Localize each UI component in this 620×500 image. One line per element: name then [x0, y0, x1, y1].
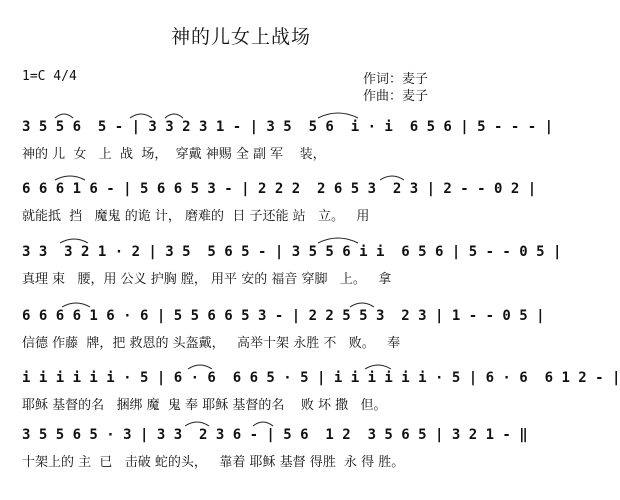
note-line: i i i i i i · 5 | 6 · 6 6 6 5 · 5 | i i i i i i · 5 | 6 · 6 6 1 2 - |: [22, 370, 620, 386]
lyric-line: 神的 儿 女 上 战 场， 穿戴 神赐 全 副 军 装，: [22, 147, 326, 162]
lyric-line: 真理 束 腰，用 公义 护胸 膛， 用平 安的 福音 穿脚 上。 拿: [22, 272, 392, 287]
lyric-line: 信德 作藤 牌，把 救恩的 头盔戴， 高举十架 永胜 不 败。 奉: [22, 336, 401, 351]
lyric-line: 耶稣 基督的名 捆绑 魔 鬼 奉 耶稣 基督的名 败 坏 撒 但。: [22, 398, 387, 413]
song-title: 神的儿女上战场: [170, 26, 311, 48]
note-line: 3 5 5 6 5 - | 3 3 2 3 1 - | 3 5 5 6 i · i 6 5 6 | 5 - - - |: [22, 119, 554, 135]
note-line: 6 6 6 6 1 6 · 6 | 5 5 6 6 5 3 - | 2 2 5 5 3 2 3 | 1 - - 0 5 |: [22, 308, 545, 324]
key-signature: 1=C 4/4: [22, 69, 77, 84]
composer-credit: 作曲：麦子: [363, 89, 429, 104]
lyric-line: 就能抵 挡 魔鬼 的诡 计， 磨难的 日 子还能 站 立。 用: [22, 209, 370, 224]
note-line: 3 5 5 6 5 · 3 | 3 3 2 3 6 - | 5 6 1 2 3 5 6 5 | 3 2 1 - ‖: [22, 427, 528, 443]
lyric-line: 十架上的 主 已 击破 蛇的头， 靠着 耶稣 基督 得胜 永 得 胜。: [22, 455, 405, 470]
note-line: 6 6 6 1 6 - | 5 6 6 5 3 - | 2 2 2 2 6 5 3 2 3 | 2 - - 0 2 |: [22, 181, 537, 197]
note-line: 3 3 3 2 1 · 2 | 3 5 5 6 5 - | 3 5 5 6 i i 6 5 6 | 5 - - 0 5 |: [22, 244, 562, 260]
lyricist-credit: 作词：麦子: [363, 72, 429, 87]
